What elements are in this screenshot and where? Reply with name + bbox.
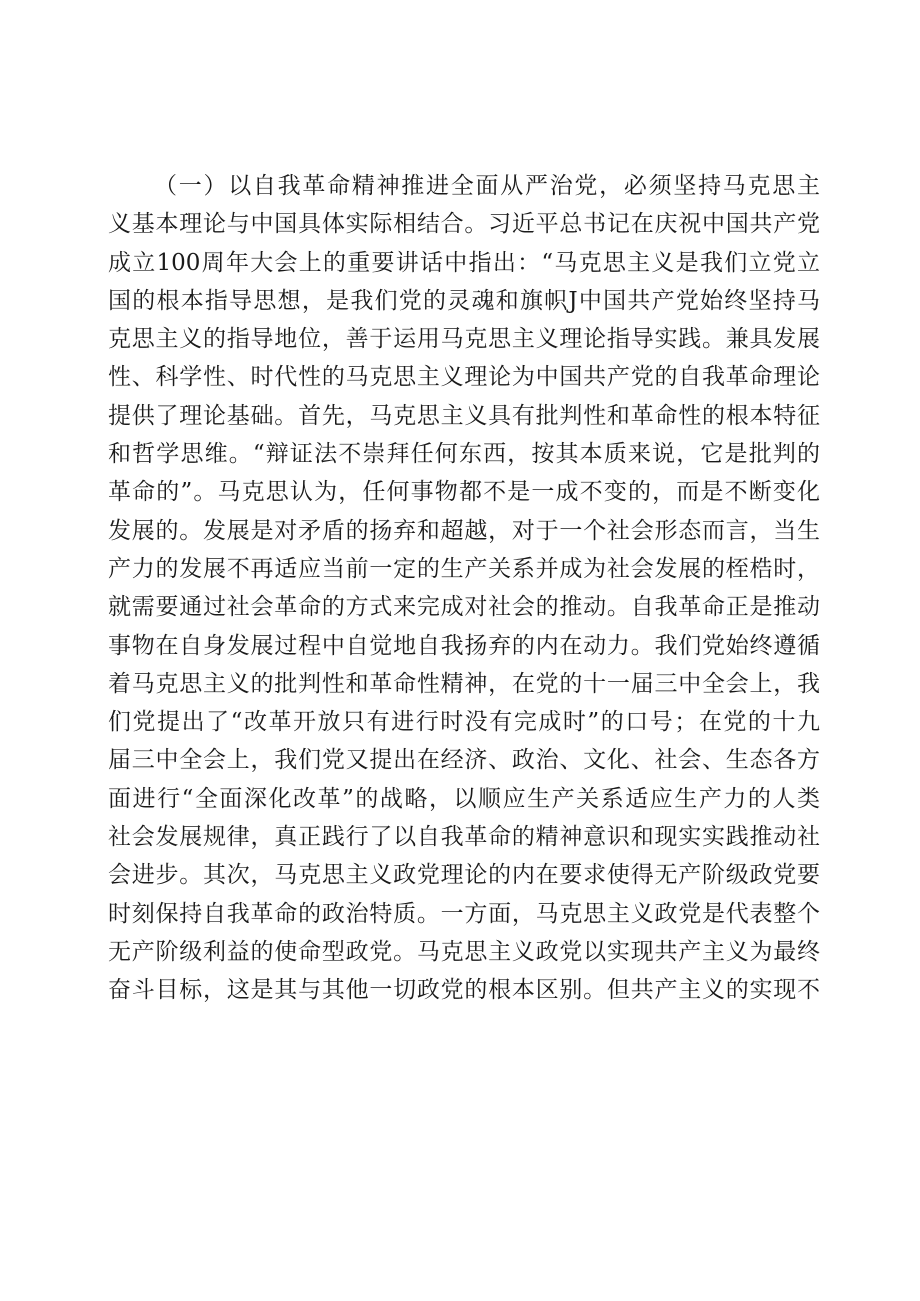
text-line: 就需要通过社会革命的方式来完成对社会的推动。自我革命正是推动 (108, 594, 820, 621)
text-line: 时刻保持自我革命的政治特质。一方面，马克思主义政党是代表整个 (108, 900, 820, 927)
text-line: 国的根本指导思想，是我们党的灵魂和旗帜J中国共产党始终坚持马 (108, 287, 820, 314)
text-line: 奋斗目标，这是其与其他一切政党的根本区别。但共产主义的实现不 (108, 977, 820, 1004)
text-line: 提供了理论基础。首先，马克思主义具有批判性和革命性的根本特征 (108, 402, 820, 429)
text-line: 成立100周年大会上的重要讲话中指出：“马克思主义是我们立党立 (108, 249, 820, 276)
text-line: 届三中全会上，我们党又提出在经济、政治、文化、社会、生态各方 (108, 747, 820, 774)
body-paragraph (108, 167, 820, 1010)
text-line: 发展的。发展是对矛盾的扬弃和超越，对于一个社会形态而言，当生 (108, 517, 820, 544)
text-line: 事物在自身发展过程中自觉地自我扬弃的内在动力。我们党始终遵循 (108, 632, 820, 659)
text-line: 产力的发展不再适应当前一定的生产关系并成为社会发展的桎梏时， (108, 555, 820, 582)
text-line: 和哲学思维。“辩证法不崇拜任何东西，按其本质来说，它是批判的 (108, 441, 820, 468)
text-line: 性、科学性、时代性的马克思主义理论为中国共产党的自我革命理论 (108, 364, 820, 391)
text-line: （一）以自我革命精神推进全面从严治党，必须坚持马克思主 (154, 173, 820, 199)
text-line: 社会发展规律，真正践行了以自我革命的精神意识和现实实践推动社 (108, 824, 820, 851)
text-line: 无产阶级利益的使命型政党。马克思主义政党以实现共产主义为最终 (108, 938, 820, 965)
text-line: 义基本理论与中国具体实际相结合。习近平总书记在庆祝中国共产党 (108, 211, 820, 238)
text-line: 着马克思主义的批判性和革命性精神，在党的十一届三中全会上，我 (108, 670, 820, 697)
text-line: 会进步。其次，马克思主义政党理论的内在要求使得无产阶级政党要 (108, 862, 820, 889)
text-line: 们党提出了“改革开放只有进行时没有完成时”的口号；在党的十九 (108, 709, 820, 736)
text-line: 革命的”。马克思认为，任何事物都不是一成不变的，而是不断变化 (108, 479, 820, 506)
text-line: 克思主义的指导地位，善于运用马克思主义理论指导实践。兼具发展 (108, 326, 820, 353)
text-line: 面进行“全面深化改革”的战略，以顺应生产关系适应生产力的人类 (108, 785, 820, 812)
